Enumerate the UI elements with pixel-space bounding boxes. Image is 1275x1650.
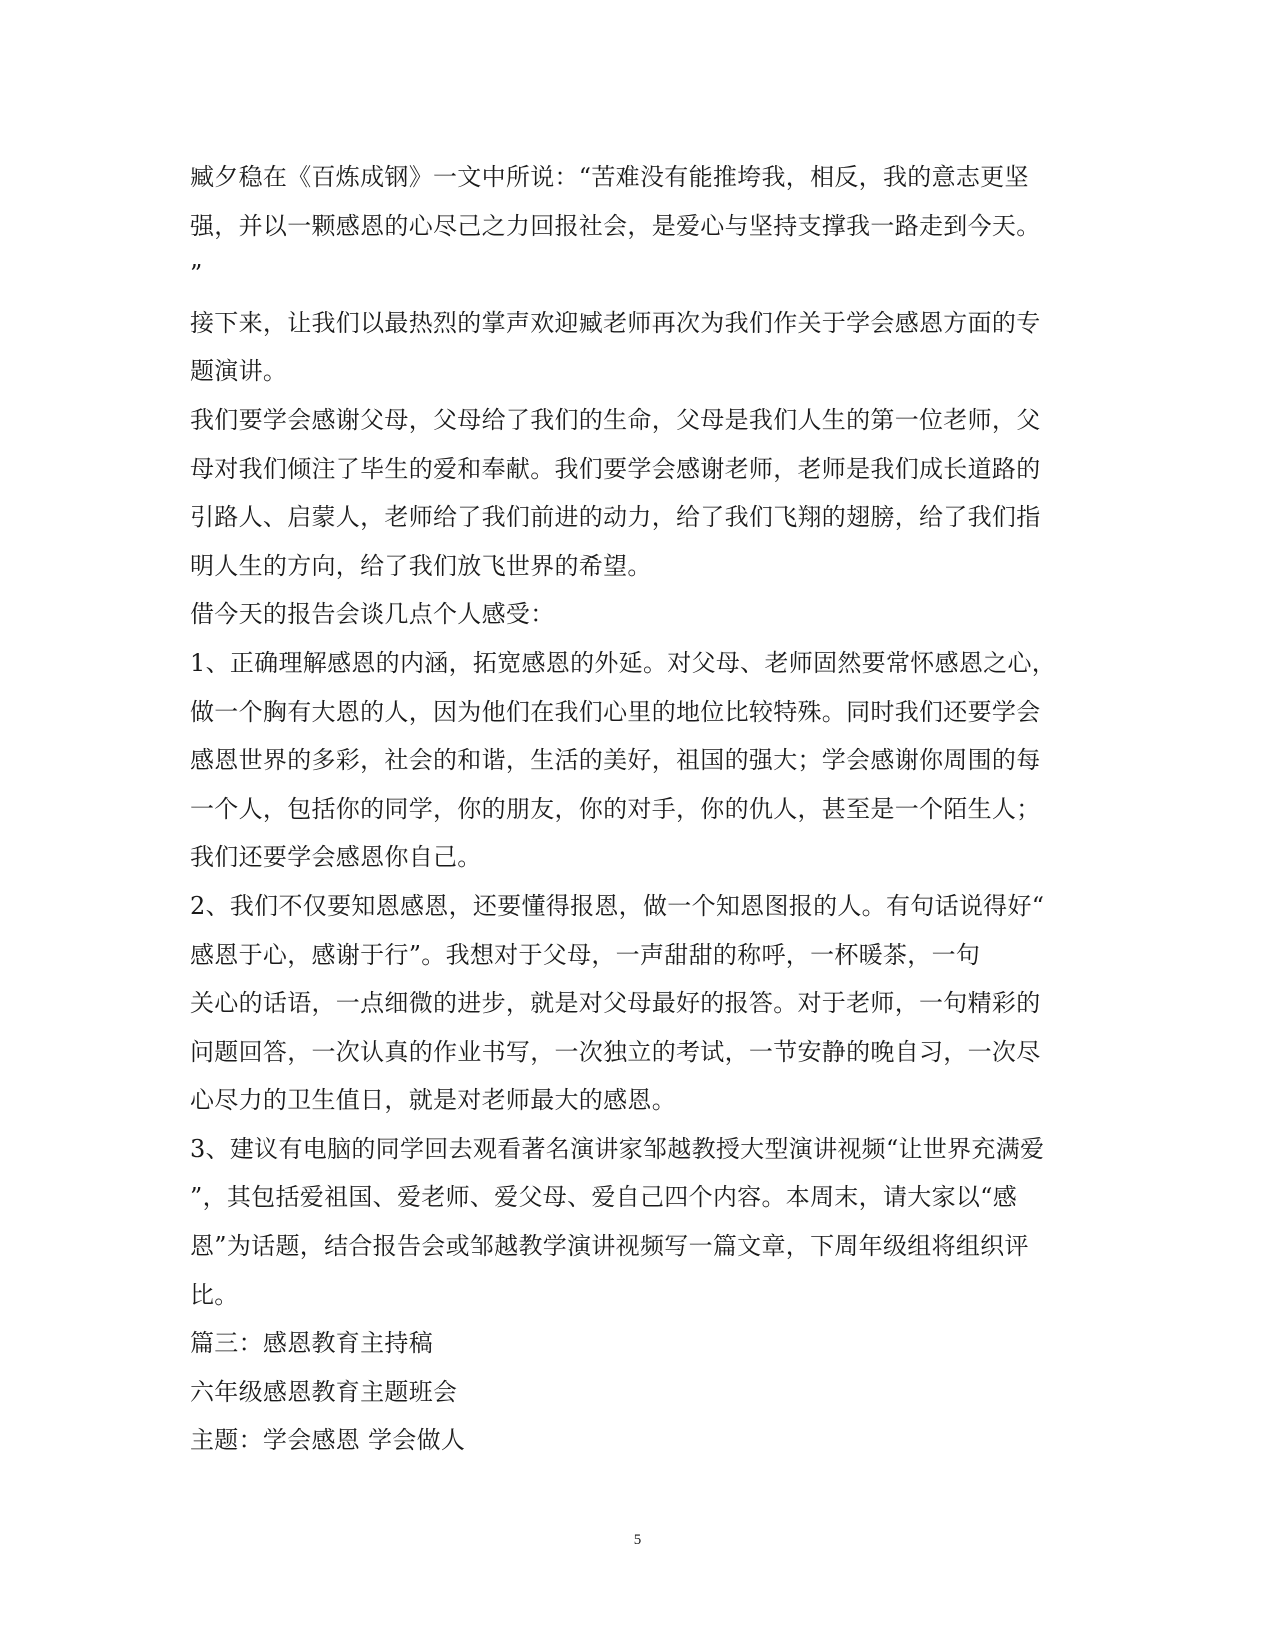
- event-title: 六年级感恩教育主题班会: [190, 1377, 458, 1406]
- text-line: 我们要学会感谢父母，父母给了我们的生命，父母是我们人生的第一位老师，父: [190, 405, 1041, 434]
- text-line: ”，其包括爱祖国、爱老师、爱父母、爱自己四个内容。本周末，请大家以“感: [190, 1183, 1018, 1212]
- text-line: 题演讲。: [190, 357, 288, 386]
- text-line: 母对我们倾注了毕生的爱和奉献。我们要学会感谢老师，老师是我们成长道路的: [190, 454, 1041, 483]
- document-body: [190, 153, 1070, 1465]
- text-line: 臧夕稳在《百炼成钢》一文中所说：“苦难没有能推垮我，相反，我的意志更坚: [190, 163, 1029, 191]
- text-line: 1、正确理解感恩的内涵，拓宽感恩的外延。对父母、老师固然要常怀感恩之心，: [190, 648, 1057, 677]
- text-line: 我们还要学会感恩你自己。: [190, 843, 482, 872]
- text-line: ”: [190, 260, 203, 289]
- text-line: 做一个胸有大恩的人，因为他们在我们心里的地位比较特殊。同时我们还要学会: [190, 697, 1041, 726]
- text-line: 2、我们不仅要知恩感恩，还要懂得报恩，做一个知恩图报的人。有句话说得好“: [190, 891, 1045, 920]
- text-line: 关心的话语，一点细微的进步，就是对父母最好的报答。对于老师，一句精彩的: [190, 989, 1041, 1018]
- text-line: 感恩于心，感谢于行”。我想对于父母，一声甜甜的称呼，一杯暖茶，一句: [190, 940, 981, 969]
- text-line: 强，并以一颗感恩的心尽己之力回报社会，是爱心与坚持支撑我一路走到今天。: [190, 211, 1041, 240]
- section-heading: 篇三：感恩教育主持稿: [190, 1329, 433, 1358]
- text-line: 比。: [190, 1280, 239, 1309]
- text-line: 心尽力的卫生值日，就是对老师最大的感恩。: [190, 1086, 676, 1115]
- text-line: 问题回答，一次认真的作业书写，一次独立的考试，一节安静的晚自习，一次尽: [190, 1037, 1041, 1066]
- theme-line: 主题：学会感恩 学会做人: [190, 1426, 466, 1455]
- text-line: 感恩世界的多彩，社会的和谐，生活的美好，祖国的强大；学会感谢你周围的每: [190, 746, 1041, 775]
- text-line: 借今天的报告会谈几点个人感受：: [190, 600, 555, 629]
- text-line: 3、建议有电脑的同学回去观看著名演讲家邹越教授大型演讲视频“让世界充满爱: [190, 1134, 1045, 1163]
- text-line: 明人生的方向，给了我们放飞世界的希望。: [190, 551, 652, 580]
- text-line: 一个人，包括你的同学，你的朋友，你的对手，你的仇人，甚至是一个陌生人；: [190, 794, 1041, 823]
- text-line: 恩”为话题，结合报告会或邹越教学演讲视频写一篇文章，下周年级组将组织评: [190, 1232, 1029, 1261]
- page-number: 5: [633, 1532, 642, 1548]
- text-line: 接下来，让我们以最热烈的掌声欢迎臧老师再次为我们作关于学会感恩方面的专: [190, 308, 1041, 337]
- text-line: 引路人、启蒙人，老师给了我们前进的动力，给了我们飞翔的翅膀，给了我们指: [190, 503, 1041, 532]
